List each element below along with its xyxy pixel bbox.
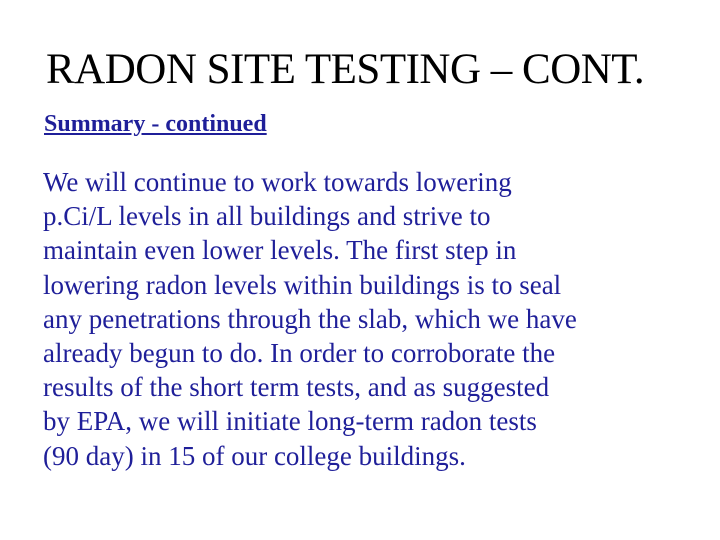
- body-line: already begun to do. In order to corroborate the: [43, 338, 556, 369]
- body-line: lowering radon levels within buildings is to seal: [43, 269, 562, 300]
- body-paragraph: [43, 165, 693, 473]
- body-line: We will continue to work towards lowering: [43, 167, 512, 197]
- slide-subtitle: Summary - continued: [44, 111, 267, 137]
- body-line: results of the short term tests, and as suggested: [43, 372, 550, 403]
- body-line: p.Ci/L levels in all buildings and strive to: [43, 201, 491, 232]
- body-line: (90 day) in 15 of our college buildings.: [43, 440, 466, 471]
- body-line: any penetrations through the slab, which we have: [43, 303, 577, 334]
- body-line: maintain even lower levels. The first step in: [43, 235, 517, 266]
- slide-title: RADON SITE TESTING – CONT.: [46, 46, 645, 93]
- body-line: by EPA, we will initiate long-term radon tests: [43, 406, 537, 437]
